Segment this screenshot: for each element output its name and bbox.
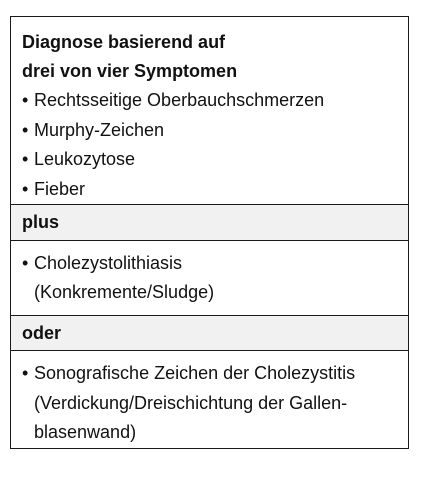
bullet: • — [22, 149, 29, 169]
oder-item — [22, 359, 402, 389]
plus-header: plus — [11, 204, 408, 240]
bullet: • — [22, 90, 29, 110]
bullet: • — [22, 363, 29, 384]
plus-item-line-2: (Konkremente/Sludge) — [34, 282, 215, 303]
diagnosis-criteria-table — [10, 16, 409, 449]
oder-item-line-2: (Verdickung/Dreischichtung der Gallen- — [34, 392, 348, 413]
bullet: • — [22, 119, 29, 140]
plus-item — [22, 249, 402, 279]
oder-item-continued — [22, 389, 402, 419]
bullet: • — [22, 178, 29, 199]
diagnosis-section — [11, 17, 408, 204]
oder-item-line-3: blasenwand) — [34, 422, 137, 443]
oder-item-continued — [22, 418, 402, 448]
symptom-item — [22, 86, 402, 116]
bullet: • — [22, 252, 29, 273]
symptom-item — [22, 116, 402, 146]
oder-item-line-1: Sonografische Zeichen der Cholezystitis — [34, 363, 356, 384]
symptom-text: Murphy-Zeichen — [34, 119, 165, 140]
symptom-text: Rechtsseitige Oberbauchschmerzen — [34, 90, 325, 110]
symptom-item — [22, 145, 402, 175]
diagnosis-title-line-1: Diagnose basierend auf — [22, 32, 226, 52]
plus-item-line-1: Cholezystolithiasis — [34, 252, 183, 273]
symptom-text: Leukozytose — [34, 149, 136, 169]
plus-item-continued — [22, 278, 402, 308]
plus-section — [11, 240, 408, 315]
diagnosis-title-line-2: drei von vier Symptomen — [22, 61, 238, 81]
oder-header: oder — [11, 315, 408, 351]
oder-section — [11, 350, 408, 448]
symptom-item — [22, 175, 402, 205]
symptom-text: Fieber — [34, 178, 86, 199]
